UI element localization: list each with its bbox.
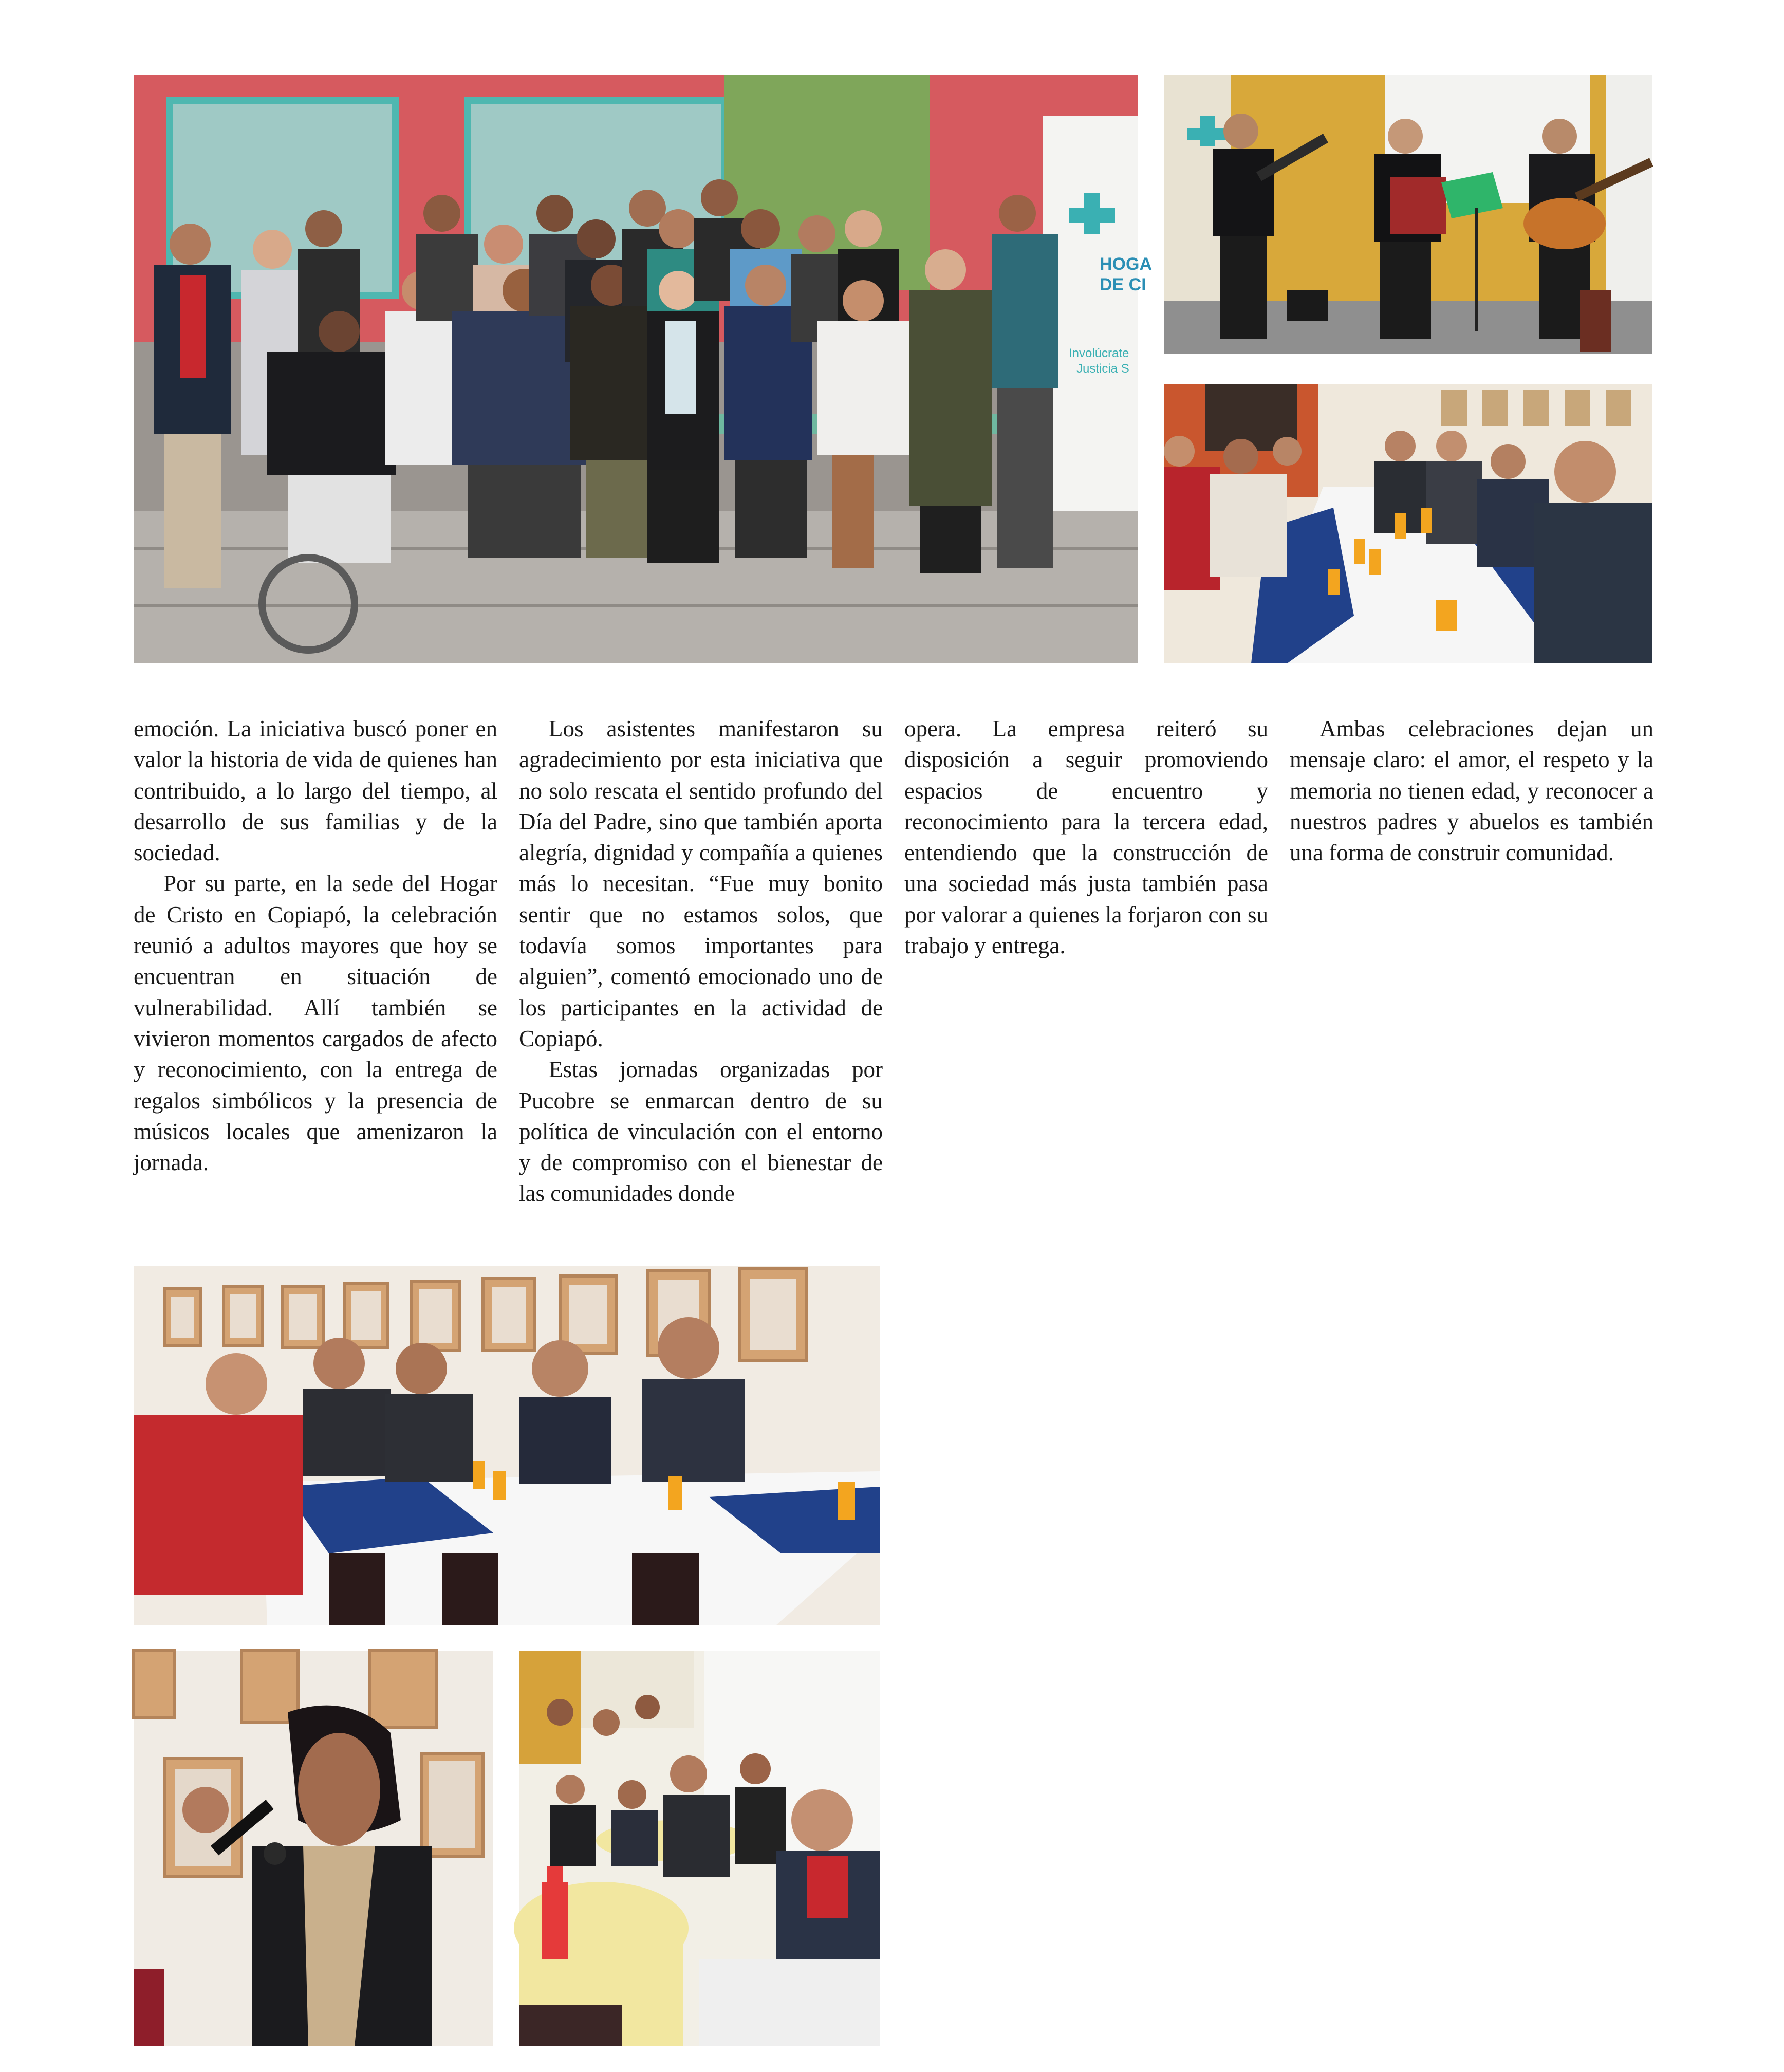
text-column-2: [519, 713, 883, 1209]
woman-microphone-photo: [134, 1651, 493, 2046]
banner-text-4: Justicia S: [1076, 362, 1129, 376]
col1-paragraph-1: emoción. La iniciativa buscó poner en valor la historia de vida de quienes han contribuido, a lo largo del tiempo, al desarrollo de sus familias y de la sociedad.: [134, 716, 497, 866]
col1-paragraph-2: Por su parte, en la sede del Hogar de Cristo en Copiapó, la celebración reunió a adultos mayores que hoy se encuentran en situación de vulnerabilidad. Allí también se vivieron momentos cargados de afecto y reconocimiento, con la entrega de regalos simbólicos y la presencia de músicos locales que amenizaron la jornada.: [134, 871, 497, 1176]
group-photo: [134, 75, 1152, 663]
col3-paragraph-1: opera. La empresa reiteró su disposición a seguir promoviendo espacios de encuentro y reconocimiento para la tercera edad, entendiendo que la construcción de una sociedad más justa también pasa por valorar a quienes la forjaron con su trabajo y entrega.: [904, 716, 1268, 959]
text-column-3: [904, 713, 1268, 961]
long-table-photo: [1164, 384, 1652, 663]
musicians-photo: [1164, 75, 1652, 354]
banner-text-1: HOGA: [1100, 254, 1152, 274]
round-tables-photo: [519, 1651, 880, 2046]
banner-text-2: DE CI: [1100, 275, 1146, 294]
dining-room-photo: [134, 1266, 880, 1625]
banner-text-3: Involúcrate: [1069, 346, 1129, 360]
text-column-1: [134, 713, 497, 1178]
text-column-4: [1290, 713, 1653, 868]
col2-paragraph-1: Los asistentes manifestaron su agradecimiento por esta iniciativa que no solo rescata el sentido profundo del Día del Padre, sino que también aporta alegría, dignidad y compañía a quienes más lo necesitan. “Fue muy bonito sentir que no estamos solos, que todavía somos importantes para alguien”, comentó emocionado uno de los participantes en la actividad de Copiapó.: [519, 716, 883, 1051]
col4-paragraph-1: Ambas celebraciones dejan un mensaje claro: el amor, el respeto y la memoria no tienen edad, y reconocer a nuestros padres y abuelos es también una forma de construir comunidad.: [1290, 716, 1653, 866]
col2-paragraph-2: Estas jornadas organizadas por Pucobre se enmarcan dentro de su política de vinculación con el entorno y de compromiso con el bienestar de las comunidades donde: [519, 1057, 883, 1207]
